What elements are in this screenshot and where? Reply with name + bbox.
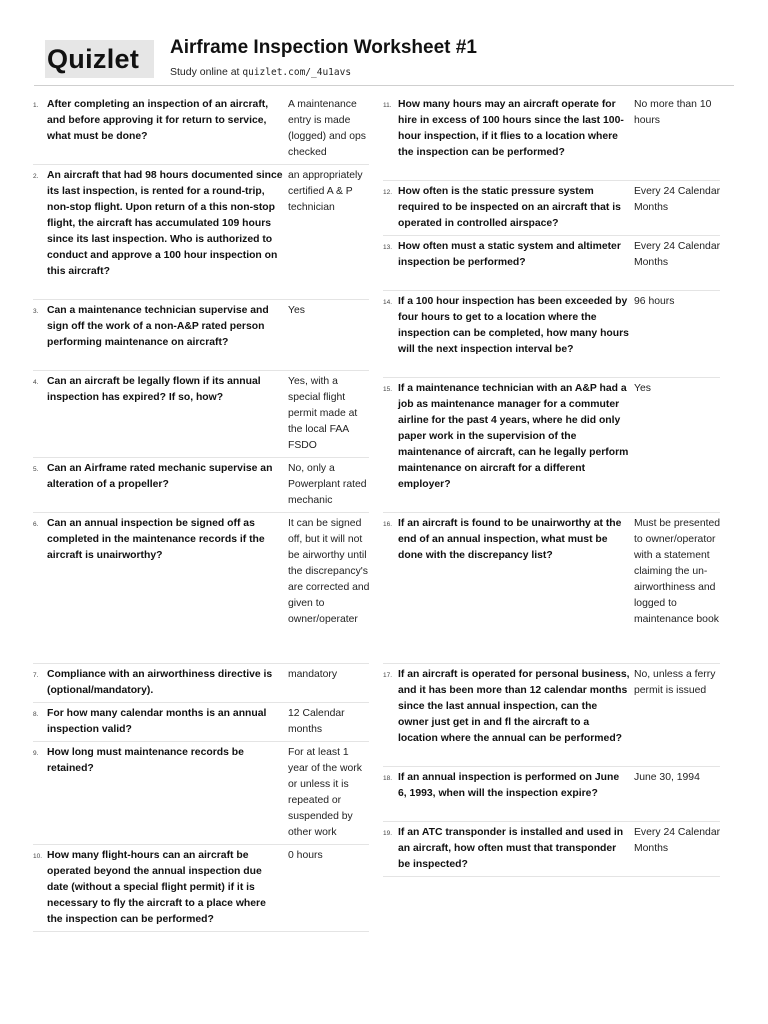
card-answer: Yes, with a special flight permit made at the local FAA FSDO (288, 376, 358, 451)
card-number: 17. (383, 672, 393, 679)
card-5 (33, 458, 369, 513)
card-question: If a maintenance technician with an A&P had a job as maintenance manager for a commuter airline for the past 4 years, where he did only paper work in the supervision of the maintenance of aircraft, can he legally perform maintenance on aircraft for a different employer? (398, 383, 629, 490)
card-answer: Every 24 Calendar Months (634, 241, 721, 268)
card-2 (33, 165, 369, 300)
card-question: Can an annual inspection be signed off as completed in the maintenance records if the aircraft is unairworthy? (47, 518, 265, 561)
card-question: If an ATC transponder is installed and used in an aircraft, how often must that transponder be inspected? (398, 827, 624, 870)
card-12 (383, 181, 720, 236)
card-question: Can an aircraft be legally flown if its annual inspection has expired? If so, how? (47, 376, 261, 403)
card-number: 19. (383, 830, 393, 837)
card-16 (383, 513, 720, 664)
card-10 (33, 845, 369, 932)
card-answer: It can be signed off, but it will not be airworthy until the discrepancy's are corrected and given to owner/operater (288, 518, 370, 625)
card-answer: an appropriately certified A & P technician (288, 170, 363, 213)
card-number: 18. (383, 775, 393, 782)
card-question: How many hours may an aircraft operate for hire in excess of 100 hours since the last 100-hour inspection, if it flies to a location where the inspection can be performed? (398, 99, 624, 158)
card-number: 7. (33, 672, 39, 679)
card-question: If a 100 hour inspection has been exceeded by four hours to get to a location where the inspection can be completed, how many hours will the next inspection interval be? (398, 296, 629, 355)
card-question: Compliance with an airworthiness directive is (optional/mandatory). (47, 669, 273, 696)
card-number: 5. (33, 466, 39, 473)
card-19 (383, 822, 720, 877)
card-number: 11. (383, 102, 392, 109)
card-1 (33, 94, 369, 165)
card-11 (383, 94, 720, 181)
card-number: 1. (33, 102, 39, 109)
card-answer: Yes (634, 383, 651, 394)
card-question: For how many calendar months is an annual inspection valid? (47, 708, 267, 735)
study-online-line (170, 66, 351, 78)
card-answer: Yes (288, 305, 305, 316)
study-prefix: Study online at (170, 66, 240, 78)
card-7 (33, 664, 369, 703)
quizlet-logo[interactable]: Quizlet (45, 40, 154, 78)
card-4 (33, 371, 369, 458)
page-title: Airframe Inspection Worksheet #1 (170, 37, 477, 58)
card-question: How often is the static pressure system required to be inspected on an aircraft that is operated in controlled airspace? (398, 186, 621, 229)
right-column (383, 94, 720, 877)
card-number: 14. (383, 299, 393, 306)
card-3 (33, 300, 369, 371)
card-number: 16. (383, 521, 393, 528)
card-question: After completing an inspection of an aircraft, and before approving it for return to service, what must be done? (47, 99, 269, 142)
card-number: 6. (33, 521, 39, 528)
card-14 (383, 291, 720, 378)
card-question: How many flight-hours can an aircraft be operated beyond the annual inspection due date (without a special flight permit) if it is necessary to fly the aircraft to a place where the inspection can be performed? (47, 850, 266, 925)
header-divider (34, 85, 734, 86)
card-answer: Every 24 Calendar Months (634, 827, 721, 854)
card-answer: A maintenance entry is made (logged) and ops checked (288, 99, 366, 158)
card-question: An aircraft that had 98 hours documented since its last inspection, is rented for a round-trip, non-stop flight. Upon return of a this non-stop flight, the aircraft has accumulated 109 hours since its last inspection. Who is authorized to conduct and approve a 100 hour inspection on this aircraft? (47, 170, 283, 277)
card-question: How long must maintenance records be retained? (47, 747, 244, 774)
card-9 (33, 742, 369, 845)
card-number: 13. (383, 244, 393, 251)
card-question: If an aircraft is found to be unairworthy at the end of an annual inspection, what must be done with the discrepancy list? (398, 518, 622, 561)
card-number: 8. (33, 711, 39, 718)
card-answer: No more than 10 hours (634, 99, 712, 126)
card-17 (383, 664, 720, 767)
card-question: Can a maintenance technician supervise and sign off the work of a non-A&P rated person performing maintenance on aircraft? (47, 305, 269, 348)
card-answer: Every 24 Calendar Months (634, 186, 721, 213)
card-15 (383, 378, 720, 513)
card-answer: 12 Calendar months (288, 708, 345, 735)
card-question: If an aircraft is operated for personal business, and it has been more than 12 calendar months since the last annual inspection, can the owner just get in and fl the aircraft to a location where the annual can be performed? (398, 669, 630, 744)
card-answer: For at least 1 year of the work or unless it is repeated or suspended by other work (288, 747, 362, 838)
card-answer: Must be presented to owner/operator with a statement claiming the un-airworthiness and logged to maintenance book (634, 518, 721, 625)
card-question: Can an Airframe rated mechanic supervise an alteration of a propeller? (47, 463, 273, 490)
card-8 (33, 703, 369, 742)
card-number: 12. (383, 189, 393, 196)
card-answer: No, unless a ferry permit is issued (634, 669, 716, 696)
card-question: If an annual inspection is performed on June 6, 1993, when will the inspection expire? (398, 772, 620, 799)
card-18 (383, 767, 720, 822)
page-header (0, 0, 768, 86)
card-13 (383, 236, 720, 291)
card-number: 9. (33, 750, 39, 757)
card-answer: June 30, 1994 (634, 772, 700, 783)
card-6 (33, 513, 369, 664)
study-url-link[interactable]: quizlet.com/_4u1avs (242, 67, 352, 78)
card-question: How often must a static system and altimeter inspection be performed? (398, 241, 621, 268)
card-number: 2. (33, 173, 39, 180)
card-number: 10. (33, 853, 43, 860)
card-answer: 96 hours (634, 296, 675, 307)
card-answer: 0 hours (288, 850, 323, 861)
card-number: 3. (33, 308, 39, 315)
card-number: 4. (33, 379, 39, 386)
left-column (33, 94, 369, 932)
card-answer: mandatory (288, 669, 338, 680)
card-answer: No, only a Powerplant rated mechanic (288, 463, 367, 506)
card-number: 15. (383, 386, 393, 393)
